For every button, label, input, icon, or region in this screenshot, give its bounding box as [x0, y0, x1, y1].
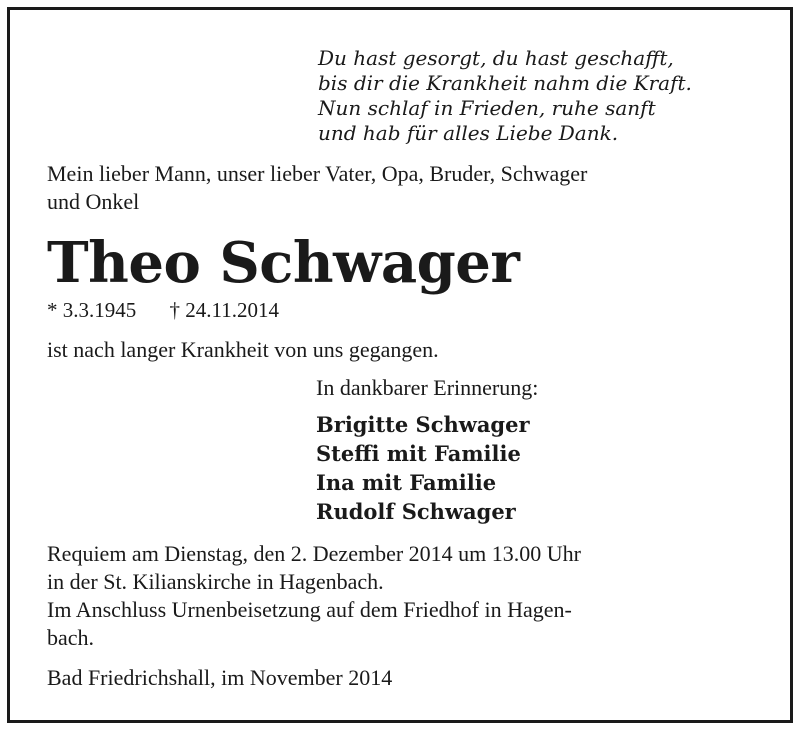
intro-line: und Onkel	[47, 189, 140, 214]
memory-heading: In dankbarer Erinnerung:	[316, 375, 539, 400]
place-date: Bad Friedrichshall, im November 2014	[47, 665, 393, 690]
poem-line: Nun schlaf in Frieden, ruhe sanft	[318, 96, 656, 120]
deceased-name: Theo Schwager	[47, 230, 520, 296]
poem-line: Du hast gesorgt, du hast geschafft,	[318, 46, 674, 70]
death-date: † 24.11.2014	[169, 298, 279, 322]
service-line: bach.	[47, 625, 95, 650]
service-line: Im Anschluss Urnenbeisetzung auf dem Friedhof in Hagen-	[47, 597, 572, 622]
mourner-name: Brigitte Schwager	[316, 412, 530, 437]
poem-verse	[318, 46, 692, 146]
intro-text	[47, 160, 767, 216]
service-line: in der St. Kilianskirche in Hagenbach.	[47, 569, 384, 594]
poem-line: bis dir die Krankheit nahm die Kraft.	[318, 71, 692, 95]
intro-line: Mein lieber Mann, unser lieber Vater, Opa, Bruder, Schwager	[47, 161, 588, 186]
obituary-frame	[7, 7, 793, 723]
mourner-name: Rudolf Schwager	[316, 499, 516, 524]
service-line: Requiem am Dienstag, den 2. Dezember 2014 um 13.00 Uhr	[47, 541, 581, 566]
life-dates	[47, 296, 279, 324]
mourners-list	[316, 410, 530, 526]
birth-date: * 3.3.1945	[47, 298, 137, 322]
service-details	[47, 540, 767, 652]
poem-line: und hab für alles Liebe Dank.	[318, 121, 619, 145]
passed-statement: ist nach langer Krankheit von uns gegangen.	[47, 337, 439, 362]
mourner-name: Steffi mit Familie	[316, 441, 521, 466]
mourner-name: Ina mit Familie	[316, 470, 497, 495]
